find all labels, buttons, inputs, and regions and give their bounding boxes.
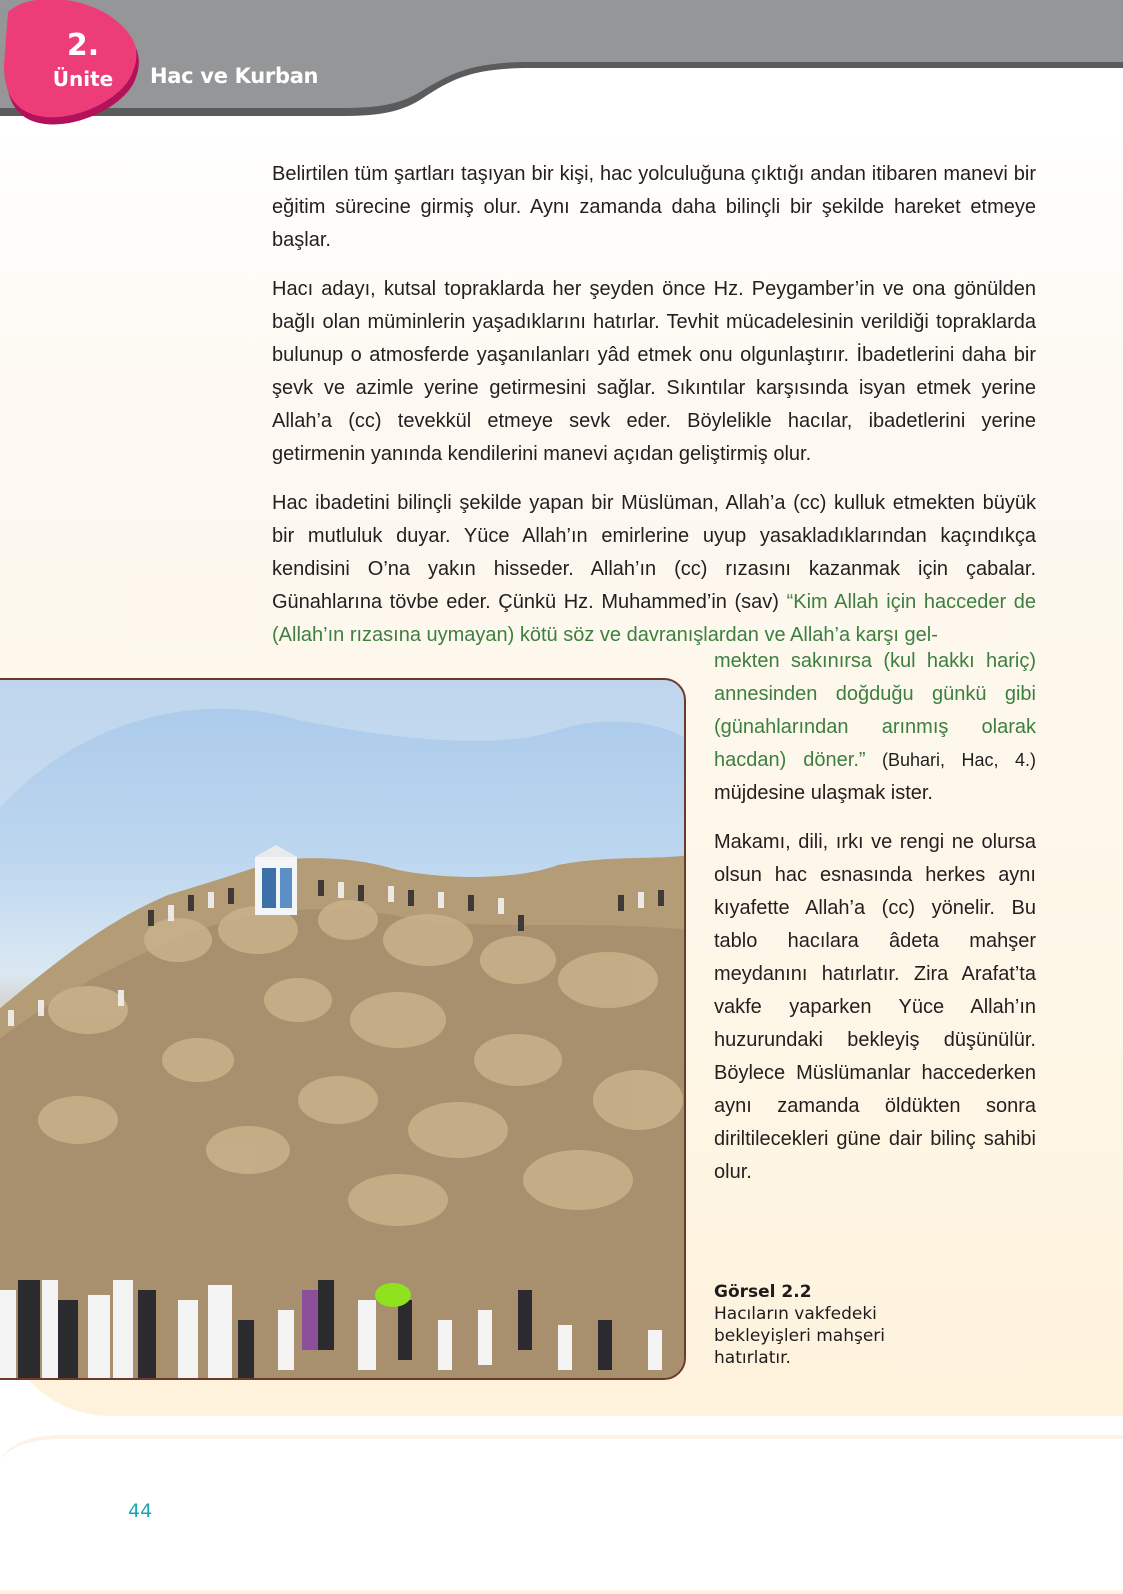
caption-title: Görsel 2.2 [714,1282,812,1302]
hadith-citation: (Buhari, Hac, 4.) [865,750,1036,770]
unit-badge [0,0,150,130]
side-text-column [714,645,1036,1205]
hadith-quote-end: mekten sakınırsa (kul hakkı hariç) annesinden doğduğu günkü gibi (günahlarından arınmış olarak hacdan) döner.” [714,650,1036,771]
caption-text: Hacıların vakfedeki bekleyişleri mahşeri hatırlatır. [714,1304,885,1368]
unit-label: Ünite [52,67,114,91]
paragraph-3-intro: Hac ibadetini bilinçli şekilde yapan bir Müslüman, Allah’a (cc) kulluk etmekten büyük bir mutluluk duyar. Yüce Allah’ın emirlerine uyup yasakladıklarından kaçındıkça kendisini O’na yakın hisseder. Allah’ın (cc) rızasını kazanmak için çabalar. Günahlarına tövbe eder. Çünkü Hz. Muhammed’in (sav) [272,492,1036,613]
paragraph-2: Hacı adayı, kutsal topraklarda her şeyden önce Hz. Peygamber’in ve ona gönülden bağlı olan müminlerin yaşadıklarını hatırlar. Tevhit mücadelesinin verildiği topraklarda bulunup o atmosferde yaşanılanları yâd etmek onu olgunlaştırır. İbadetlerini daha bir şevk ve azimle yerine getirmesini sağlar. Sıkıntılar karşısında isyan etmek yerine Allah’a (cc) tevekkül etmeye sevk eder. Böylelikle hacılar, ibadetlerini yerine getirmenin yanında kendilerini manevi açıdan geliştirmiş olur. [272,278,1036,465]
bottom-border [0,1590,1123,1594]
paragraph-3-continued [714,645,1036,810]
main-text-column [272,158,1036,652]
chapter-header [0,0,1123,118]
hadith-quote-start: “Kim Allah için hacceder de (Allah’ın rızasına uymayan) kötü söz ve davranışlardan ve Allah’a karşı gel- [272,591,1036,646]
photo-illustration [0,680,686,1380]
paragraph-3 [272,487,1036,652]
paragraph-3-end: müjdesine ulaşmak ister. [714,782,933,804]
paragraph-4: Makamı, dili, ırkı ve rengi ne olursa olsun hac esnasında herkes aynı kıyafette Allah’a (cc) yönelir. Bu tablo hacılara âdeta mahşer meydanını hatırlatır. Zira Arafat’ta vakfe yaparken Yüce Allah’ın huzurundaki bekleyiş düşünülür. Böylece Müslümanlar haccederken aynı zamanda öldükten sonra diriltilecekleri güne dair bilinç sahibi olur. [714,831,1036,1183]
chapter-title: Hac ve Kurban [150,64,319,88]
footer-decoration [0,1435,1123,1515]
unit-number: 2. [66,28,100,63]
arafat-photo [0,678,686,1380]
paragraph-1: Belirtilen tüm şartları taşıyan bir kişi, hac yolculuğuna çıktığı andan itibaren manevi bir eğitim sürecine girmiş olur. Aynı zamanda daha bilinçli bir şekilde hareket etmeye başlar. [272,163,1036,251]
figure-caption [714,1281,944,1369]
page-number: 44 [128,1500,153,1522]
